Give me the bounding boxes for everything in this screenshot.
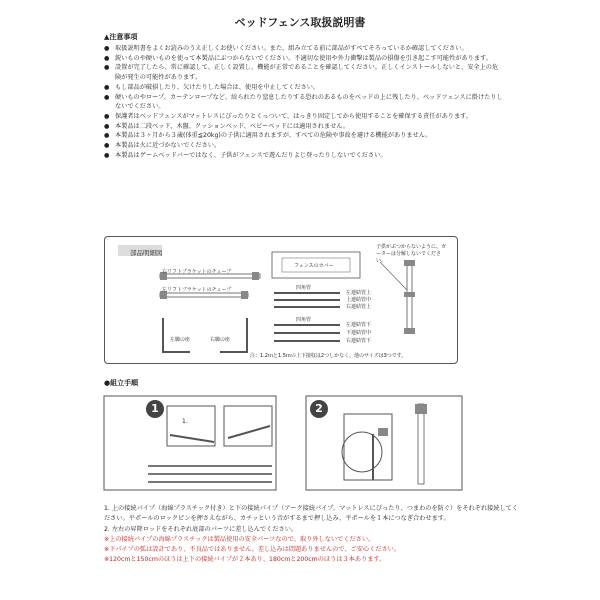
- right-bracket-label: 右リフトブラケットのチューブ: [162, 269, 232, 275]
- assembly-instructions: [104, 504, 524, 566]
- list-item: ● 鋭いものや硬いものを使って本製品にぶつからないでください。不適切な使用や外力衝撃は製品の損傷を引き起こす可能性があります。: [104, 54, 492, 62]
- list-item: ● 設置が完了したら、常に確認して、正しく設置し、機能が正常であることを確認してください。正しくインストールしないと、安全上の危険が発生の可能性があります。: [104, 64, 499, 82]
- page-title: ベッドフェンス取扱説明書: [234, 16, 366, 29]
- left-bracket-label: 左リフトブラケットのチューブ: [162, 287, 232, 293]
- list-item: ● 本製品は火に近づかないでください。: [104, 142, 221, 150]
- warning-1: ※上の接続パイプの海綿プラスチックは製品使用の安全パーツなので、取り外しないでください。: [104, 535, 375, 543]
- list-item: ● もし部品が破損したり、欠けたりした場合は、使用を中止してください。: [104, 83, 320, 91]
- square-pipe-label-2: 四角管: [296, 317, 312, 323]
- right-connect-top-label: 右連結管上: [346, 304, 372, 310]
- instruction-1: 1. 上の接続パイプ（海綿プラスチック付き）と下の接続パイプ（アーク接続パイプ、マットレスにぴったり、つまわのを防ぐ）をそれぞれ接続してください。平ポールのロックピンを押さえながら、カチッという音がするまで押し込み、平ポールを１本につなぎ合わせます。: [104, 505, 519, 523]
- right-foot-label: 右脚の座: [210, 337, 231, 343]
- notes-heading: ▲注意事項: [104, 33, 138, 41]
- list-item: ● 保護者はベッドフェンスがマットレスにぴったりとくっついて、はっきり固定してから使用することを確保する責任があります。: [104, 112, 473, 120]
- left-connect-bottom-label: 左連結管下: [346, 322, 372, 328]
- right-connect-bottom-label: 右連結管下: [346, 338, 372, 344]
- list-item: ● 本製品は３ヶ月から３歳(体重≦20kg)の子供に適用されますが、すべての危険や事故を避ける機能がありません。: [104, 132, 432, 140]
- list-item: ● 本製品はゲームベッドバーではなく、子供がフェンスで遊んだりよじ登ったりしないでください。: [104, 151, 387, 159]
- step-1-badge: 1: [146, 400, 164, 418]
- parts-heading: 部品明細図: [130, 249, 163, 257]
- warning-2: ※下パイプの弧は設計であり、不良品ではありません。差し込みは問題ありませんので、ご安心ください。: [104, 546, 401, 554]
- left-foot-label: 左脚の座: [170, 337, 191, 343]
- fence-cover-label: フェンスのカバー: [294, 263, 334, 269]
- bottom-connect-mid-label: 下連結管中: [346, 330, 372, 336]
- guard-note: 子供がぶつからないように、ガーターは分解しないでください。: [376, 244, 447, 264]
- assembly-heading: ●組立手順: [104, 379, 139, 387]
- warning-3: ※120cmと150cmのほうは上下の接続パイプが２本あり、180cmと200cmのほうは３本あります。: [104, 556, 386, 564]
- square-pipe-label-1: 四角管: [296, 285, 312, 291]
- list-item: ● 本製品は二段ベッド、木盤、クッションベッド、ベビーベッドには適用されません。: [104, 122, 350, 130]
- parts-footnote: 注：1.2ｍと1.5ｍの上下接収は2つしかなく、他のサイズは3つです。: [250, 353, 407, 359]
- left-connect-top-label: 左連結管上: [346, 290, 372, 296]
- step-1-label: 1.: [182, 418, 188, 425]
- top-connect-mid-label: 上連結管中: [346, 297, 372, 303]
- instruction-2: 2. 左右の昇降ロッドをそれぞれ底部のパーツに差し込んでください。: [104, 525, 298, 533]
- list-item: ● 取扱説明書をよくお読みのうえ正しくお使いください。また、組み立てる前に部品がすべてそろっているか確認してください。: [104, 45, 468, 52]
- step-2-badge: 2: [310, 400, 328, 418]
- list-item: ● 硬いものやロープ、カーテンロープなど、絞られたり窒息したりする恐れのあるものをベッドの上に残したり、ベッドフェンスに掛けたりしないでください。: [104, 93, 503, 111]
